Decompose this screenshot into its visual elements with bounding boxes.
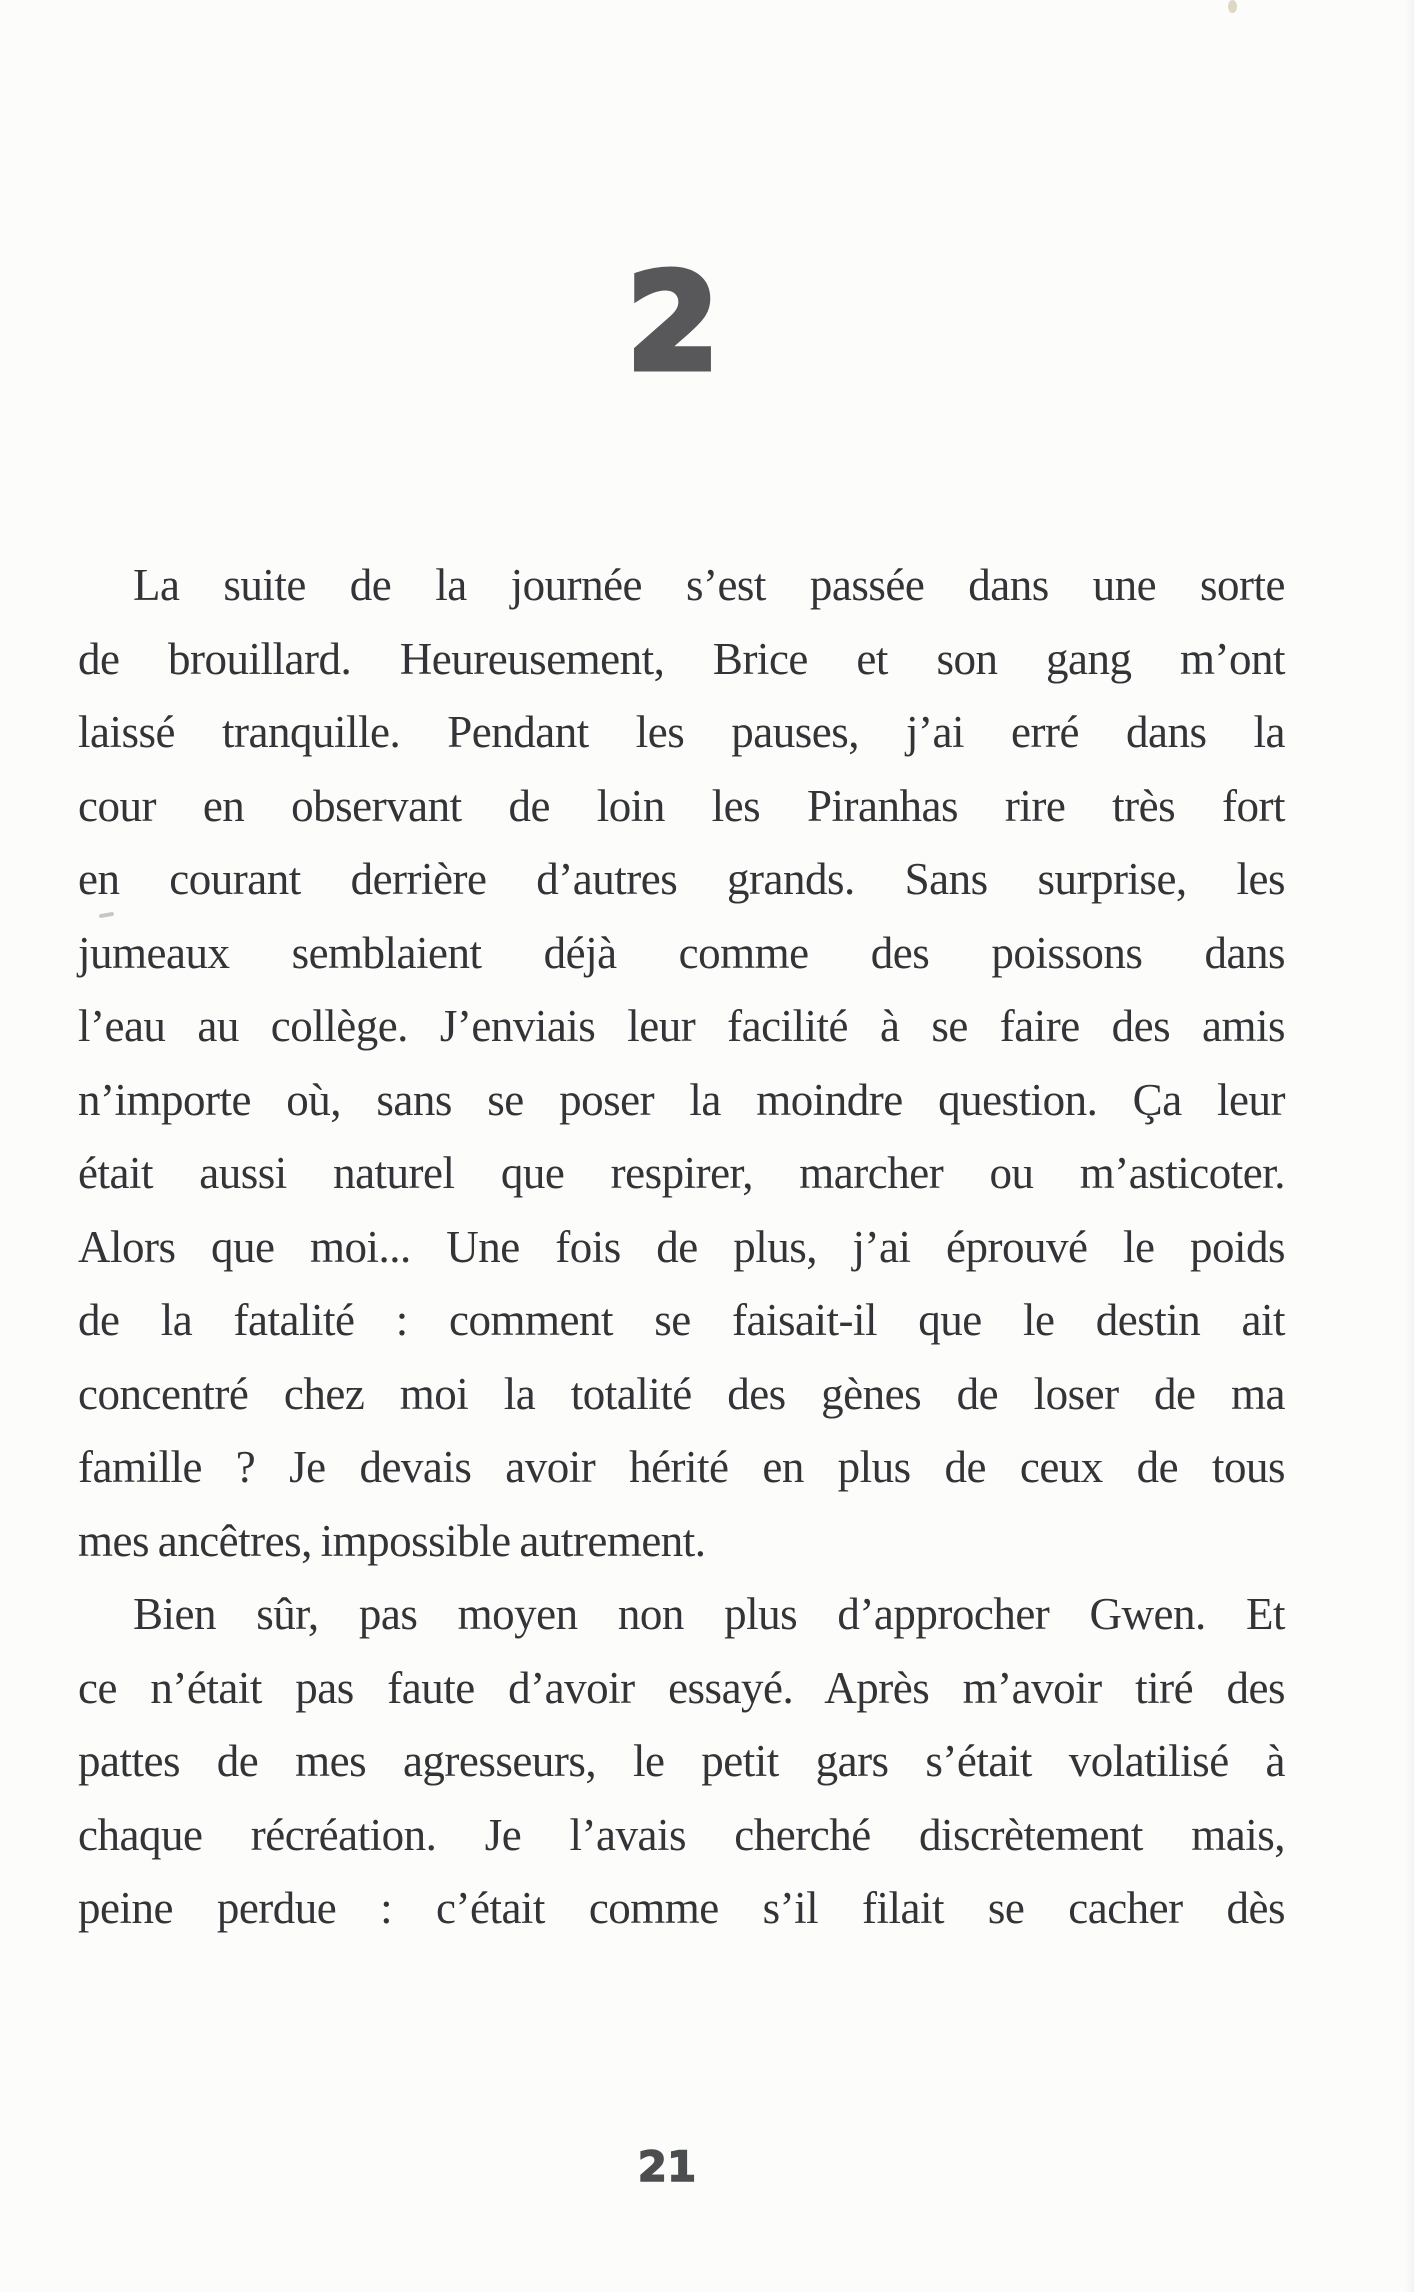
chapter-number: 2 xyxy=(627,246,719,400)
text-line: en courant derrière d’autres grands. Sans surprise, les xyxy=(78,854,1285,904)
scan-edge-shadow xyxy=(1404,0,1414,2292)
text-line: pattes de mes agresseurs, le petit gars s’était volatilisé à xyxy=(78,1736,1285,1786)
text-line: ce n’était pas faute d’avoir essayé. Après m’avoir tiré des xyxy=(78,1662,1285,1713)
text-line: concentré chez moi la totalité des gènes de loser de ma xyxy=(78,1368,1285,1419)
text-line: mes ancêtres, impossible autrement. xyxy=(78,1515,706,1566)
text-line: cour en observant de loin les Piranhas rire très fort xyxy=(78,780,1285,831)
body-text-block xyxy=(78,549,1285,1946)
text-line: Alors que moi... Une fois de plus, j’ai éprouvé le poids xyxy=(78,1221,1285,1272)
text-line: La suite de la journée s’est passée dans une sorte xyxy=(133,560,1285,610)
text-line: jumeaux semblaient déjà comme des poissons dans xyxy=(78,927,1285,978)
text-line: n’importe où, sans se poser la moindre question. Ça leur xyxy=(78,1074,1285,1125)
text-line: laissé tranquille. Pendant les pauses, j’ai erré dans la xyxy=(78,707,1285,757)
text-line: Bien sûr, pas moyen non plus d’approcher Gwen. Et xyxy=(133,1589,1285,1639)
text-line: de brouillard. Heureusement, Brice et son gang m’ont xyxy=(78,633,1285,684)
scan-artifact-speck xyxy=(1228,0,1237,13)
text-line: peine perdue : c’était comme s’il filait se cacher dès xyxy=(78,1883,1285,1933)
page-number: 21 xyxy=(637,2142,697,2191)
text-line: chaque récréation. Je l’avais cherché discrètement mais, xyxy=(78,1809,1285,1860)
text-line: l’eau au collège. J’enviais leur facilité à se faire des amis xyxy=(78,1001,1285,1051)
text-line: était aussi naturel que respirer, marcher ou m’asticoter. xyxy=(78,1148,1285,1198)
text-line: famille ? Je devais avoir hérité en plus de ceux de tous xyxy=(78,1442,1285,1492)
text-line: de la fatalité : comment se faisait-il que le destin ait xyxy=(78,1295,1285,1345)
